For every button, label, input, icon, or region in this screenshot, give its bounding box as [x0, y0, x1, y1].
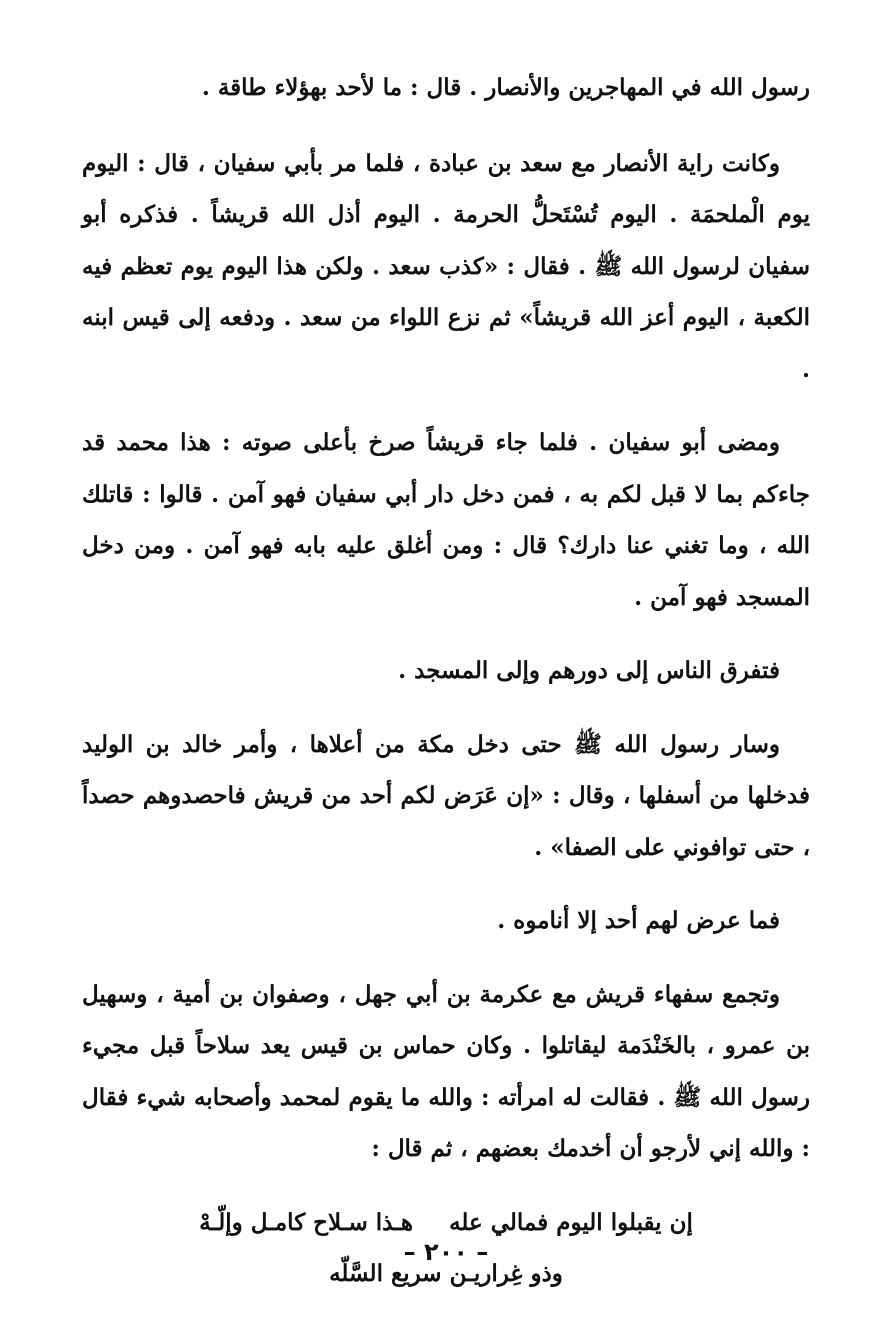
poem-line-1-first-hemistich: إن يقبلوا اليوم فمالي عله	[449, 1208, 693, 1236]
paragraph-4: فتفرق الناس إلى دورهم وإلى المسجد .	[398, 657, 780, 684]
page-number: – ٢٠٠ –	[403, 1238, 489, 1266]
paragraph-1: رسول الله في المهاجرين والأنصار . قال : ما لأحد بهؤلاء طاقة .	[201, 74, 810, 101]
paragraph-3: ومضى أبو سفيان . فلما جاء قريشاً صرخ بأعلى صوته : هذا محمد قد جاءكم بما لا قبل لكم به ، فمن دخل دار أبي سفيان فهو آمن . قالوا : قاتلك الله ، وما تغني عنا دارك؟ قال : ومن أغلق عليه بابه فهو آمن . ومن دخل المسجد فهو آمن .	[82, 429, 810, 611]
poem-line-1-second-hemistich: هـذا سـلاح كامـل وإلّـهْ	[199, 1208, 414, 1236]
paragraph-2: وكانت راية الأنصار مع سعد بن عبادة ، فلما مر بأبي سفيان ، قال : اليوم يوم الْملحمَة . اليوم تُسْتَحلُّ الحرمة . اليوم أذل الله قريشاً . فذكره أبو سفيان لرسول الله ﷺ . فقال : «كذب سعد . ولكن هذا اليوم يوم تعظم فيه الكعبة ، اليوم أعز الله قريشاً» ثم نزع اللواء من سعد . ودفعه إلى قيس ابنه .	[82, 149, 810, 383]
poem-line-2-text: وذو غِراريـن سريع السَّلّه	[329, 1259, 563, 1287]
paragraph-6: فما عرض لهم أحد إلا أناموه .	[497, 907, 780, 934]
book-page	[82, 62, 810, 1299]
paragraph-7: وتجمع سفهاء قريش مع عكرمة بن أبي جهل ، وصفوان بن أمية ، وسهيل بن عمرو ، بالخَنْدَمة ليقاتلوا . وكان حماس بن قيس يعد سلاحاً قبل مجيء رسول الله ﷺ . فقالت له امرأته : والله ما يقوم لمحمد وأصحابه شيء فقال : والله إني لأرجو أن أخدمك بعضهم ، ثم قال :	[82, 980, 810, 1162]
paragraph-5: وسار رسول الله ﷺ حتى دخل مكة من أعلاها ، وأمر خالد بن الوليد فدخلها من أسفلها ، وقال : «إن عَرَض لكم أحد من قريش فاحصدوهم حصداً ، حتى توافوني على الصفا» .	[82, 730, 810, 861]
